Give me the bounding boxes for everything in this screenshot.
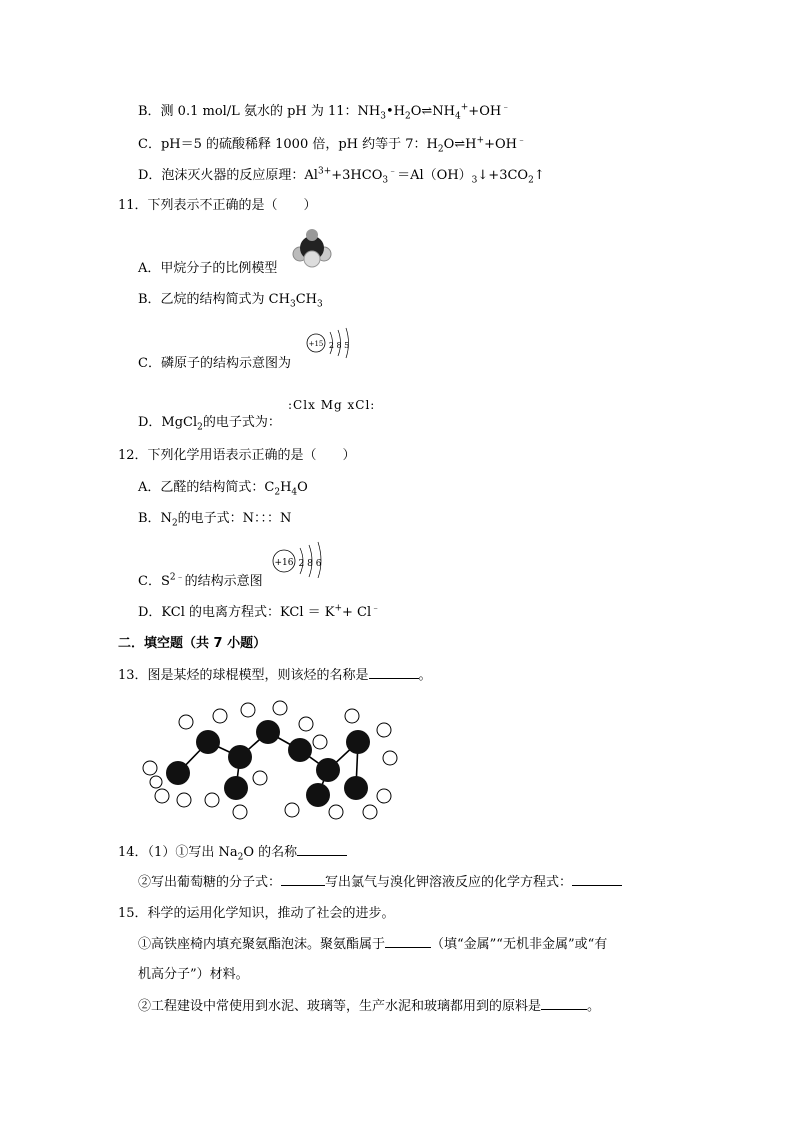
methane-space-filling-model: [292, 226, 332, 268]
mgcl2-electron-formula: :Clx Mg xCl:: [288, 398, 376, 412]
sulfide-ion-structure-diagram: [270, 540, 330, 578]
q12-option-b: B．$N_2$的电子式：N：：：N: [138, 511, 292, 529]
q14-line-1: 14．（1）①写出 $Na_2O$ 的名称: [118, 845, 347, 861]
q10-option-b: B．测 0.1 mol/L 氨水的 pH 为 11：$NH_3•H_2O\rightleftharpoons NH_4^++OH^﹣$: [138, 102, 511, 122]
q11-option-a: A．甲烷分子的比例模型: [138, 261, 278, 276]
q14-glucose-formula-blank[interactable]: [281, 885, 325, 886]
q13-answer-blank[interactable]: [369, 678, 419, 679]
s-shell-electrons: 2 8 6: [298, 559, 322, 569]
phosphorus-atom-structure-diagram: [302, 326, 358, 360]
p-nucleus-label: +15: [308, 340, 324, 348]
q14-equation-blank[interactable]: [572, 885, 622, 886]
q13-text: 13．图是某烃的球棍模型，则该烃的名称是 。: [118, 668, 432, 683]
hydrocarbon-ball-and-stick-model: [140, 700, 402, 820]
q11-stem: 11．下列表示不正确的是（ ）: [118, 198, 317, 213]
p-shell-electrons: 2 8 5: [328, 341, 350, 350]
q12-stem: 12．下列化学用语表示正确的是（ ）: [118, 448, 356, 463]
s-nucleus-label: +16: [274, 558, 294, 568]
q10-option-c: C．pH＝5 的硫酸稀释 1000 倍，pH 约等于 7：$H_2O\rightleftharpoons H^++OH^﹣$: [138, 135, 526, 155]
q15-line-2: 机高分子”）材料。: [138, 967, 249, 982]
q15-line-3: ②工程建设中常使用到水泥、玻璃等，生产水泥和玻璃都用到的原料是 。: [138, 999, 601, 1014]
q15-line-1: ①高铁座椅内填充聚氨酯泡沫。聚氨酯属于 （填“金属”“无机非金属”或“有: [138, 937, 608, 952]
q12-option-d: D．KCl 的电离方程式：KCl ＝ K++ Cl﹣: [138, 603, 381, 620]
q14-line-2: ②写出葡萄糖的分子式： 写出氯气与溴化钾溶液反应的化学方程式：: [138, 875, 622, 891]
q10-option-d: D．泡沫灭火器的反应原理：$Al^{3+}+3HCO_3^﹣=Al(OH)_3↓+3CO_2↑$: [138, 166, 545, 186]
q11-option-c: C．磷原子的结构示意图为: [138, 356, 291, 371]
q15-material-blank[interactable]: [385, 947, 431, 948]
q11-option-b: B．乙烷的结构简式为 $CH_3CH_3$: [138, 292, 323, 310]
q15-raw-material-blank[interactable]: [541, 1009, 587, 1010]
q12-option-a: A．乙醛的结构简式：$C_2H_4O$: [138, 480, 308, 498]
q15-stem: 15．科学的运用化学知识，推动了社会的进步。: [118, 906, 395, 921]
section-heading-fill-in: 二．填空题（共 7 小题）: [118, 636, 267, 651]
q14-na2o-name-blank[interactable]: [297, 855, 347, 856]
q12-option-c: C．$S^{2﹣}$的结构示意图: [138, 572, 263, 589]
q11-option-d: D．MgCl$_2$的电子式为：: [138, 415, 281, 433]
